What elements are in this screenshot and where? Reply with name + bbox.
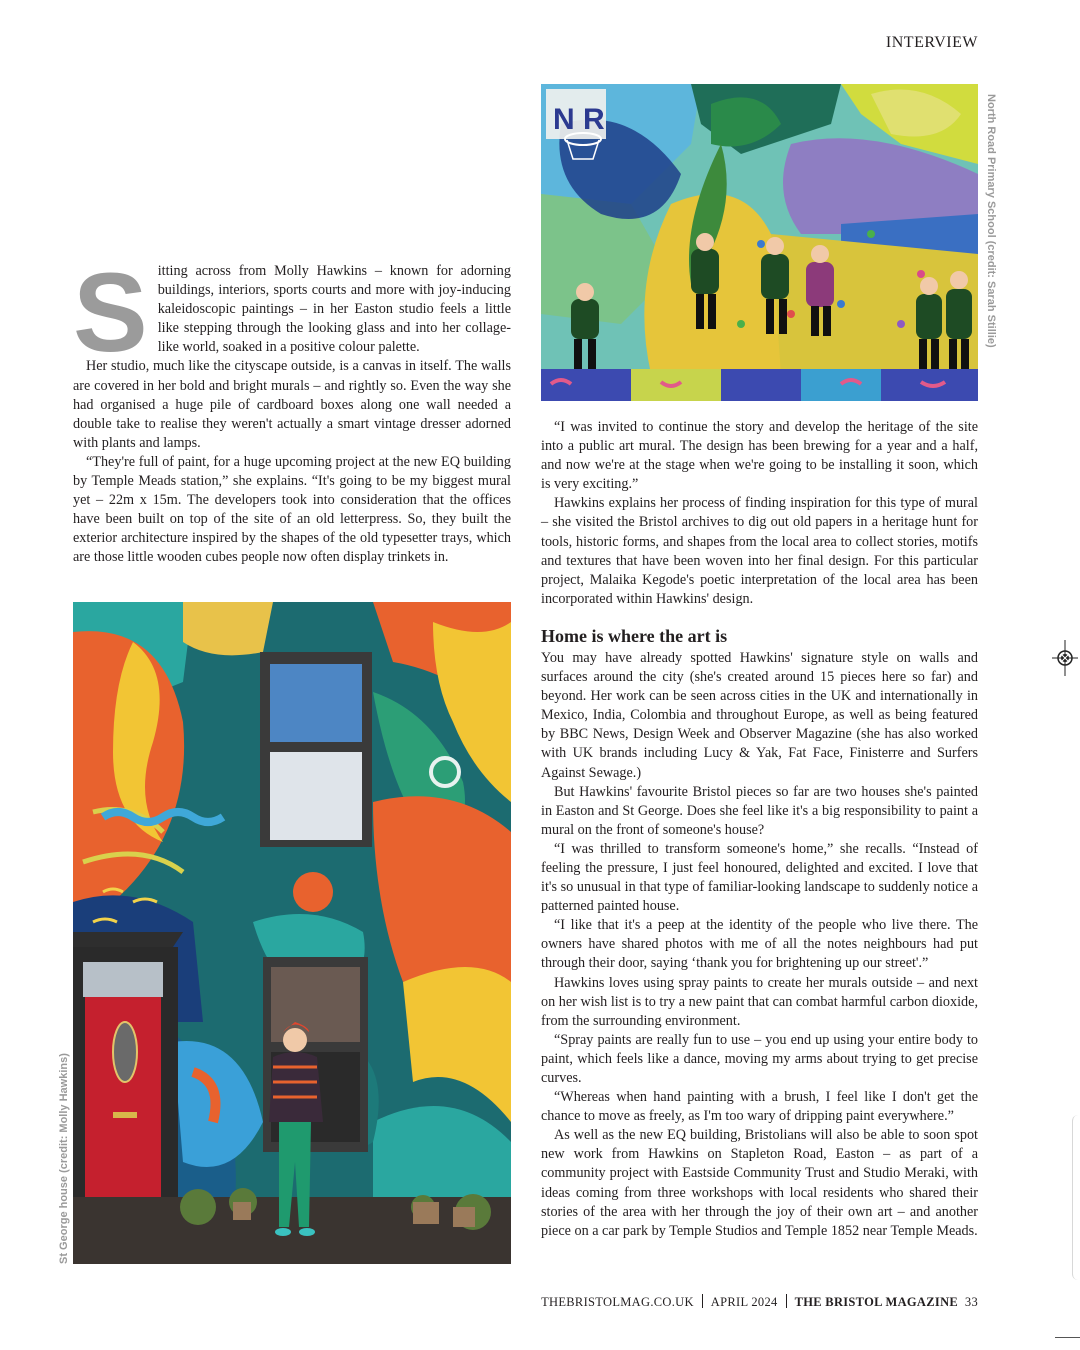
house-mural-photo: [73, 602, 511, 1264]
page-number: 33: [964, 1295, 978, 1309]
body-paragraph: Hawkins explains her process of finding inspiration for this type of mural – she visited the Bristol archives to dig out old papers in a heritage hunt for tools, historic forms, and shapes from the local area to collect stories, motifs and textures that have been woven into her final design. For this particular project, Malaika Kegode's poetic interpretation of the local area has been incorporated within Hawkins' design.: [541, 495, 978, 607]
body-paragraph: As well as the new EQ building, Bristolians will also be able to soon spot new work from Hawkins on Stapleton Road, Easton – as part of a community project with Eastside Community Trust and Studio Meraki, with ideas coming from three workshops with local residents who shared their stories of the area with her through the joy of their own art – and another piece on a car park by Temple Studios and Temple 1852 near Temple Meads.: [541, 1127, 978, 1239]
body-paragraph: But Hawkins' favourite Bristol pieces so far are two houses she's painted in Easton and St George. Does she feel like it's a big responsibility to paint a mural on the front of someone's house?: [541, 783, 978, 838]
body-paragraph: “Spray paints are really fun to use – you end up using your entire body to paint, which feels like a dance, moving my arms about trying to get precise curves.: [541, 1031, 978, 1086]
school-mural-photo: [541, 84, 978, 401]
right-column: [541, 418, 978, 1241]
body-paragraph: Hawkins loves using spray paints to create her murals outside – and next on her wish list is to try a new paint that can combat harmful carbon dioxide, from the surrounding environment.: [541, 974, 978, 1029]
body-paragraph: You may have already spotted Hawkins' signature style on walls and surfaces around the city (she's created around 15 pieces here so far) and beyond. Her work can be seen across cities in the UK and internationally in Mexico, India, Colombia and throughout Europe, as well as being featured by BBC News, Design Week and Observer Magazine (she has also worked with UK brands including Lucy & Yak, Fat Face, Finisterre and Surfers Against Sewage.): [541, 649, 978, 781]
body-paragraph: “They're full of paint, for a huge upcoming project at the new EQ building by Temple Meads station,” she explains. “It's going to be my biggest mural yet – 22m x 15m. The developers took into consideration that the offices have been built on top of the site of an old letterpress. So, they built the exterior architecture inspired by the shapes of the old typesetter trays, which are those little wooden cubes people now often display trinkets in.: [73, 453, 511, 566]
subheading: Home is where the art is: [541, 625, 728, 646]
crop-mark: [1055, 1337, 1080, 1338]
top-photo-credit: North Road Primary School (credit: Sarah Stillie): [985, 94, 997, 348]
body-paragraph: “I was invited to continue the story and develop the heritage of the site into a public art mural. The design has been brewing for a year and a half, and now we're at the stage when we're going to be installing it soon, which is very exciting.”: [541, 419, 978, 493]
footer-magazine: THE BRISTOL MAGAZINE: [794, 1295, 959, 1309]
registration-mark-icon: [1052, 640, 1078, 676]
house-mural-illustration: [73, 602, 511, 1264]
footer-divider: [786, 1294, 787, 1308]
left-column: [73, 250, 511, 568]
body-paragraph: “I was thrilled to transform someone's home,” she recalls. “Instead of feeling the pressure, I just feel honoured, delighted and excited. I love that it's so unusual in that type of familiar-looking landscape to suddenly notice a patterned painted house.: [541, 840, 978, 915]
page-footer: [541, 1294, 978, 1310]
page-edge: [1072, 1115, 1080, 1280]
body-paragraph: Her studio, much like the cityscape outside, is a canvas in itself. The walls are covered in her bold and bright murals – and rightly so. Even the way she had organised a huge pile of cardboard boxes along one wall needed a double take to realise they weren't actually a smart vintage dresser adorned with plants and lamps.: [73, 358, 511, 451]
body-paragraph: “I like that it's a peep at the identity of the people who live there. The owners have shared photos with me of all the notes neighbours had put through their door, saying ‘thank you for brightening up our street'.”: [541, 917, 978, 972]
drop-cap: S: [73, 250, 148, 375]
left-photo-credit: St George house (credit: Molly Hawkins): [58, 1053, 70, 1264]
footer-divider: [702, 1294, 703, 1308]
footer-website: THEBRISTOLMAG.CO.UK: [541, 1295, 694, 1309]
lede-paragraph: itting across from Molly Hawkins – known for adorning buildings, interiors, sports courts and more with joy-inducing kaleidoscopic paintings – in her Easton studio feels a little like stepping through the looking glass and into her collage-like world, soaked in a positive colour palette.: [157, 263, 511, 356]
section-tag: INTERVIEW: [885, 34, 978, 51]
school-mural-illustration: [541, 84, 978, 401]
mural-letters: N R: [553, 103, 605, 136]
footer-issue: APRIL 2024: [710, 1295, 778, 1309]
body-paragraph: “Whereas when hand painting with a brush, I feel like I don't get the chance to move as freely, as I'm too wary of dripping paint everywhere.”: [541, 1089, 978, 1125]
